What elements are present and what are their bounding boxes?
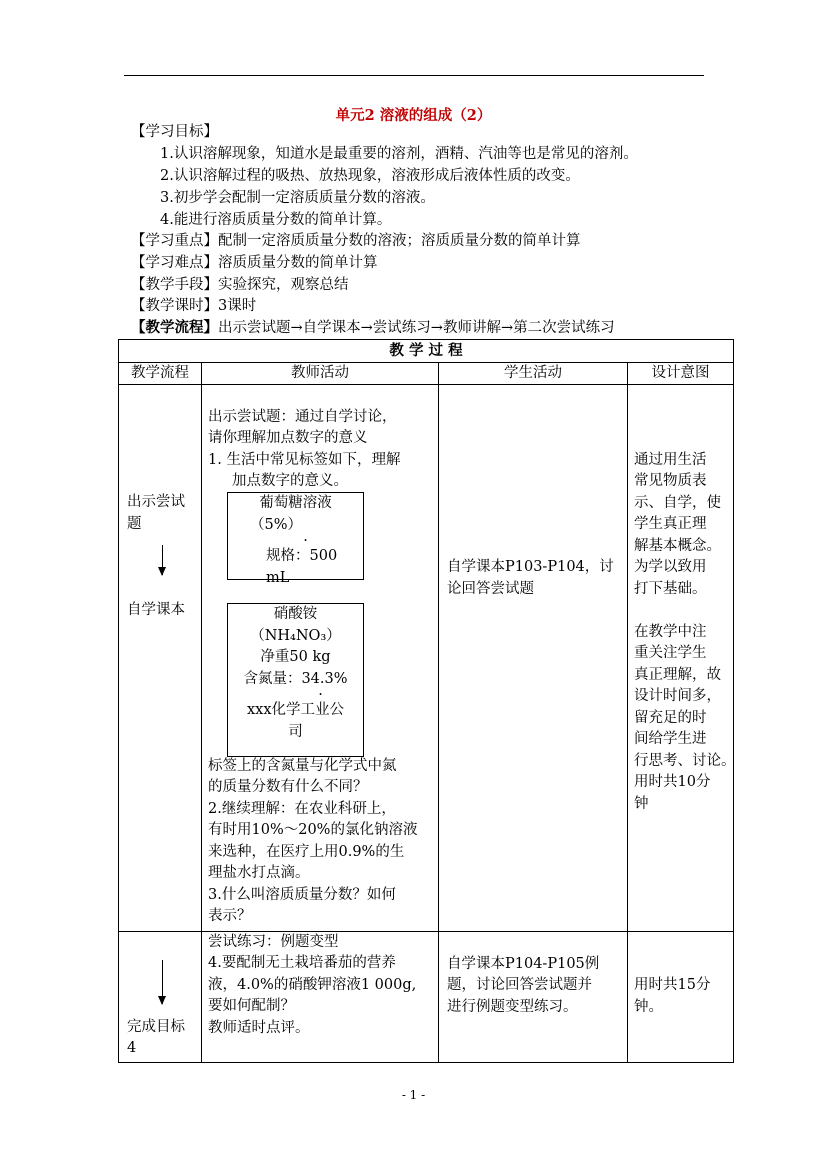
student-text: 进行例题变型练习。 bbox=[447, 999, 578, 1015]
glucose-spec: 规格：500 mL bbox=[266, 548, 338, 586]
intent-text: 在教学中注 bbox=[634, 624, 707, 640]
flow-text: 出示尝试题→自学课本→尝试练习→教师讲解→第二次尝试练习 bbox=[218, 320, 615, 336]
teacher-text: 来选种，在医疗上用0.9%的生 bbox=[208, 844, 405, 860]
intent-text: 真正理解，故 bbox=[634, 667, 721, 683]
intent-text: 重关注学生 bbox=[634, 645, 707, 661]
row1-teacher-cell bbox=[202, 385, 439, 932]
key-points-text: 配制一定溶质质量分数的溶液；溶质质量分数的简单计算 bbox=[218, 233, 581, 249]
page-number: - 1 - bbox=[401, 1088, 426, 1102]
header-student: 学生活动 bbox=[439, 362, 628, 385]
row2-flow-cell bbox=[119, 932, 202, 1063]
intent-text: 设计时间多， bbox=[634, 688, 721, 704]
teacher-text: 4.要配制无土栽培番茄的营养 bbox=[208, 955, 396, 971]
emphasis-dot: · bbox=[318, 687, 323, 703]
flow-step: 题 bbox=[127, 516, 142, 532]
teacher-text: 标签上的含氮量与化学式中氮 bbox=[208, 758, 397, 774]
difficulty-text: 溶质质量分数的简单计算 bbox=[218, 255, 378, 271]
teacher-text: 表示？ bbox=[208, 908, 252, 924]
ammonium-nitrogen: 含氮量：34.3% bbox=[243, 670, 348, 687]
header-intent: 设计意图 bbox=[628, 362, 734, 385]
key-points bbox=[131, 231, 581, 251]
page-title: 单元2 溶液的组成（2） bbox=[335, 107, 492, 124]
teacher-text: 理盐水打点滴。 bbox=[208, 865, 310, 881]
row1-flow-cell bbox=[119, 385, 202, 932]
teacher-text: 出示尝试题：通过自学讨论， bbox=[208, 409, 397, 425]
ammonium-nitrate-label-box bbox=[227, 603, 364, 757]
intent-text: 留充足的时 bbox=[634, 710, 707, 726]
teacher-text: 有时用10%～20%的氯化钠溶液 bbox=[208, 822, 418, 838]
teacher-text: 1. 生活中常见标签如下，理解 bbox=[208, 452, 401, 468]
teacher-text: 2.继续理解：在农业科研上， bbox=[208, 801, 396, 817]
flow-step: 4 bbox=[127, 1040, 137, 1056]
row1-intent-cell bbox=[628, 385, 734, 932]
teacher-text: 请你理解加点数字的意义 bbox=[208, 430, 368, 446]
objective-item: 3.初步学会配制一定溶质质量分数的溶液。 bbox=[160, 190, 435, 206]
glucose-concentration: （5%） bbox=[250, 516, 303, 533]
key-points-label: 【学习重点】 bbox=[131, 233, 218, 249]
header-rule bbox=[124, 75, 704, 76]
ammonium-company: xxx化学工业公 bbox=[246, 702, 345, 718]
intent-text: 用时共10分 bbox=[634, 774, 711, 790]
teacher-text: 的质量分数有什么不同？ bbox=[208, 779, 368, 795]
flow-label: 【教学流程】 bbox=[131, 319, 218, 336]
hours-label: 【教学课时】 bbox=[131, 298, 218, 314]
flow-step: 完成目标 bbox=[127, 1019, 185, 1035]
means-label: 【教学手段】 bbox=[131, 277, 218, 293]
intent-text: 钟。 bbox=[634, 999, 663, 1015]
objectives-heading: 【学习目标】 bbox=[131, 124, 218, 140]
intent-text: 用时共15分 bbox=[634, 977, 711, 993]
row2-intent-cell bbox=[628, 932, 734, 1063]
ammonium-weight: 净重50 kg bbox=[260, 649, 331, 665]
intent-text: 示、自学，使 bbox=[634, 495, 721, 511]
means-text: 实验探究，观察总结 bbox=[218, 277, 349, 293]
emphasis-dot: · bbox=[303, 533, 308, 549]
teacher-text: 要如何配制？ bbox=[208, 998, 295, 1014]
intent-text: 通过用生活 bbox=[634, 452, 707, 468]
header-flow: 教学流程 bbox=[119, 362, 202, 385]
row2-teacher-cell bbox=[202, 932, 439, 1063]
flow-step: 出示尝试 bbox=[127, 494, 185, 510]
intent-text: 行思考、讨论。 bbox=[634, 753, 736, 769]
intent-text: 学生真正理 bbox=[634, 516, 707, 532]
difficulty bbox=[131, 253, 378, 273]
arrow-down-icon bbox=[162, 545, 163, 575]
glucose-label-box bbox=[227, 492, 364, 586]
intent-text: 为学以致用 bbox=[634, 559, 707, 575]
intent-text: 解基本概念。 bbox=[634, 538, 721, 554]
student-text: 论回答尝试题 bbox=[447, 581, 534, 597]
header-teacher: 教师活动 bbox=[202, 362, 439, 385]
teacher-text: 尝试练习：例题变型 bbox=[208, 934, 339, 950]
flow bbox=[131, 318, 615, 338]
student-text: 自学课本P104-P105例 bbox=[447, 956, 600, 972]
ammonium-name: 硝酸铵 bbox=[273, 606, 318, 622]
flow-step: 自学课本 bbox=[127, 602, 185, 618]
hours-text: 3课时 bbox=[218, 298, 257, 314]
teacher-text: 加点数字的意义。 bbox=[232, 473, 348, 489]
glucose-name: 葡萄糖溶液 bbox=[259, 495, 332, 511]
means bbox=[131, 275, 349, 295]
row2-student-cell bbox=[439, 932, 628, 1063]
teacher-text: 教师适时点评。 bbox=[208, 1020, 310, 1036]
table-caption: 教 学 过 程 bbox=[119, 340, 734, 363]
difficulty-label: 【学习难点】 bbox=[131, 255, 218, 271]
teacher-text: 液，4.0%的硝酸钾溶液1 000g, bbox=[208, 977, 417, 993]
intent-text: 钟 bbox=[634, 796, 649, 812]
process-table bbox=[118, 339, 734, 1063]
objective-item: 4.能进行溶质质量分数的简单计算。 bbox=[160, 212, 392, 228]
arrow-down-icon bbox=[162, 960, 163, 1004]
intent-text: 常见物质表 bbox=[634, 473, 707, 489]
row1-student-cell bbox=[439, 385, 628, 932]
intent-text: 打下基础。 bbox=[634, 581, 707, 597]
ammonium-formula: （NH₄NO₃） bbox=[250, 627, 341, 644]
hours bbox=[131, 296, 256, 316]
intent-text: 间给学生进 bbox=[634, 731, 707, 747]
student-text: 题，讨论回答尝试题并 bbox=[447, 977, 592, 993]
objective-item: 1.认识溶解现象，知道水是最重要的溶剂，酒精、汽油等也是常见的溶剂。 bbox=[160, 146, 638, 162]
ammonium-company-end: 司 bbox=[288, 723, 303, 740]
objective-item: 2.认识溶解过程的吸热、放热现象，溶液形成后液体性质的改变。 bbox=[160, 168, 580, 184]
student-text: 自学课本P103-P104，讨 bbox=[447, 559, 614, 575]
teacher-text: 3.什么叫溶质质量分数？如何 bbox=[208, 887, 396, 903]
